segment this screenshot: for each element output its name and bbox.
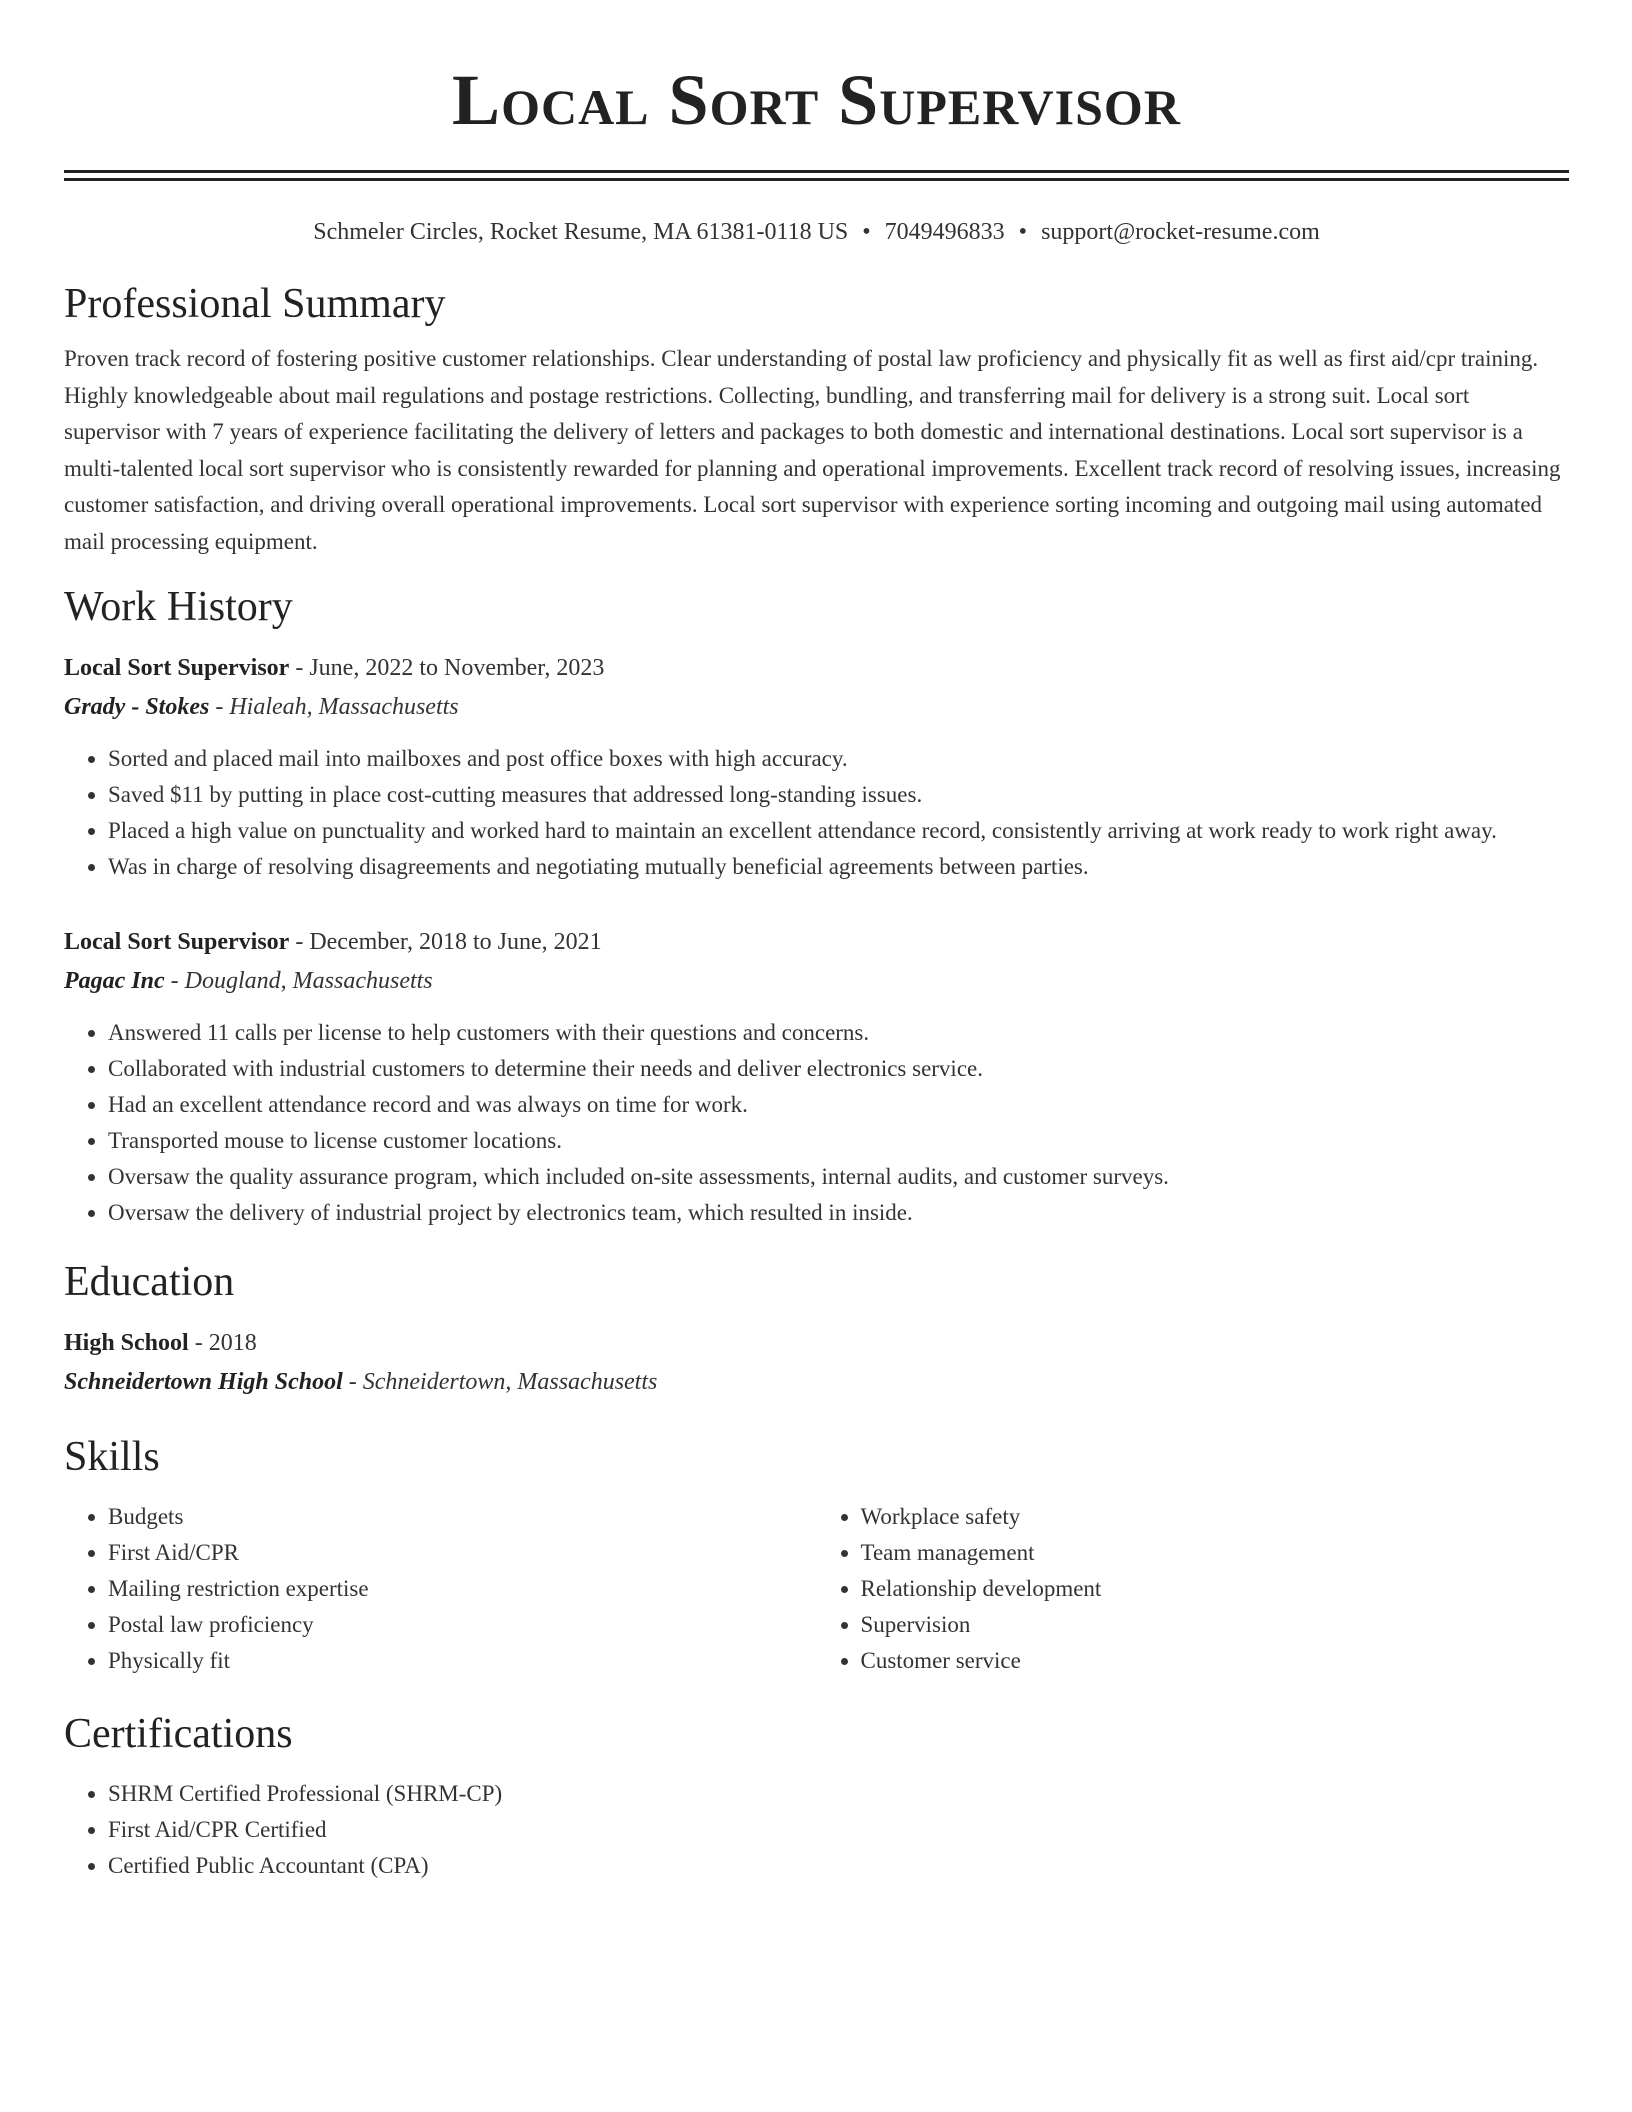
skill-item: • Relationship development [861,1571,1570,1607]
skill-item: • Budgets [108,1499,817,1535]
job-company: Grady - Stokes [64,694,210,720]
header-double-rule [64,170,1569,181]
job-dates: - December, 2018 to June, 2021 [289,929,602,955]
skill-item: • Team management [861,1535,1570,1571]
job-duties-list [64,741,1569,885]
skill-item: • Customer service [861,1643,1570,1679]
contact-separator: • [862,219,871,245]
job-location: - Hialeah, Massachusetts [209,694,459,720]
skill-item: • Postal law proficiency [108,1607,817,1643]
job-duty: • Transported mouse to license customer locations. [108,1123,1569,1159]
job-company: Pagac Inc [64,968,165,994]
job-title-line [64,649,1569,688]
skill-item: • Physically fit [108,1643,817,1679]
certification-item: • First Aid/CPR Certified [108,1812,1569,1848]
skill-item: • Workplace safety [861,1499,1570,1535]
job-company-line [64,688,1569,727]
contact-separator: • [1018,219,1028,245]
job-role: Local Sort Supervisor [64,929,290,955]
job-company-line [64,962,1569,1001]
contact-email: support@rocket-resume.com [1041,219,1320,245]
education-entry [64,1324,1569,1402]
contact-phone: 7049496833 [884,219,1005,245]
certification-item: • Certified Public Accountant (CPA) [108,1848,1569,1884]
certifications-list [64,1776,1569,1884]
contact-line [64,216,1569,248]
certification-item: • SHRM Certified Professional (SHRM-CP) [108,1776,1569,1812]
education-school-line [64,1363,1569,1402]
job-duty: • Was in charge of resolving disagreements and negotiating mutually beneficial agreements between parties. [108,849,1569,885]
job-duty: • Oversaw the delivery of industrial project by electronics team, which resulted in inside. [108,1195,1569,1231]
certifications-section [64,1776,1569,1884]
job-title-line [64,923,1569,962]
skills-columns [64,1499,1569,1679]
education-year: - 2018 [188,1330,257,1356]
skill-item: • First Aid/CPR [108,1535,817,1571]
education-degree-line [64,1324,1569,1363]
skills-list-left [64,1499,817,1679]
work-history-heading: Work History [64,584,293,630]
summary-text: Proven track record of fostering positive customer relationships. Clear understanding of postal law proficiency and physically fit as well as first aid/cpr training. Highly knowledgeable about mail regulations and postage restrictions. Collecting, bundling, and transferring mail for delivery is a strong suit. Local sort supervisor with 7 years of experience facilitating the delivery of letters and packages to both domestic and international destinations. Local sort supervisor is a multi-talented local sort supervisor who is consistently rewarded for planning and operational improvements. Excellent track record of resolving issues, increasing customer satisfaction, and driving overall operational improvements. Local sort supervisor with experience sorting incoming and outgoing mail using automated mail processing equipment. [64,346,1561,554]
job-duties-list [64,1015,1569,1231]
skill-item: • Supervision [861,1607,1570,1643]
job-location: - Dougland, Massachusetts [164,968,433,994]
job-entry [64,649,1569,885]
education-school: Schneidertown High School [64,1369,343,1395]
job-duty: • Placed a high value on punctuality and worked hard to maintain an excellent attendance record, consistently arriving at work ready to work right away. [108,813,1569,849]
job-entry [64,923,1569,1231]
job-duty: • Saved $11 by putting in place cost-cutting measures that addressed long-standing issues. [108,777,1569,813]
job-role: Local Sort Supervisor [64,655,290,681]
job-duty: • Sorted and placed mail into mailboxes and post office boxes with high accuracy. [108,741,1569,777]
education-degree: High School [64,1330,189,1356]
job-duty: • Collaborated with industrial customers to determine their needs and deliver electronics service. [108,1051,1569,1087]
job-duty: • Had an excellent attendance record and was always on time for work. [108,1087,1569,1123]
job-dates: - June, 2022 to November, 2023 [289,655,605,681]
summary-heading: Professional Summary [64,281,446,327]
skills-heading: Skills [64,1434,160,1480]
certifications-heading: Certifications [64,1711,293,1757]
resume-name: Local Sort Supervisor [452,60,1181,140]
skill-item: • Mailing restriction expertise [108,1571,817,1607]
job-duty: • Answered 11 calls per license to help customers with their questions and concerns. [108,1015,1569,1051]
education-location: - Schneidertown, Massachusetts [342,1369,658,1395]
job-duty: • Oversaw the quality assurance program, which included on-site assessments, internal audits, and customer surveys. [108,1159,1569,1195]
skills-list-right [817,1499,1570,1679]
contact-address: Schmeler Circles, Rocket Resume, MA 61381-0118 US [313,219,849,245]
education-heading: Education [64,1259,235,1305]
